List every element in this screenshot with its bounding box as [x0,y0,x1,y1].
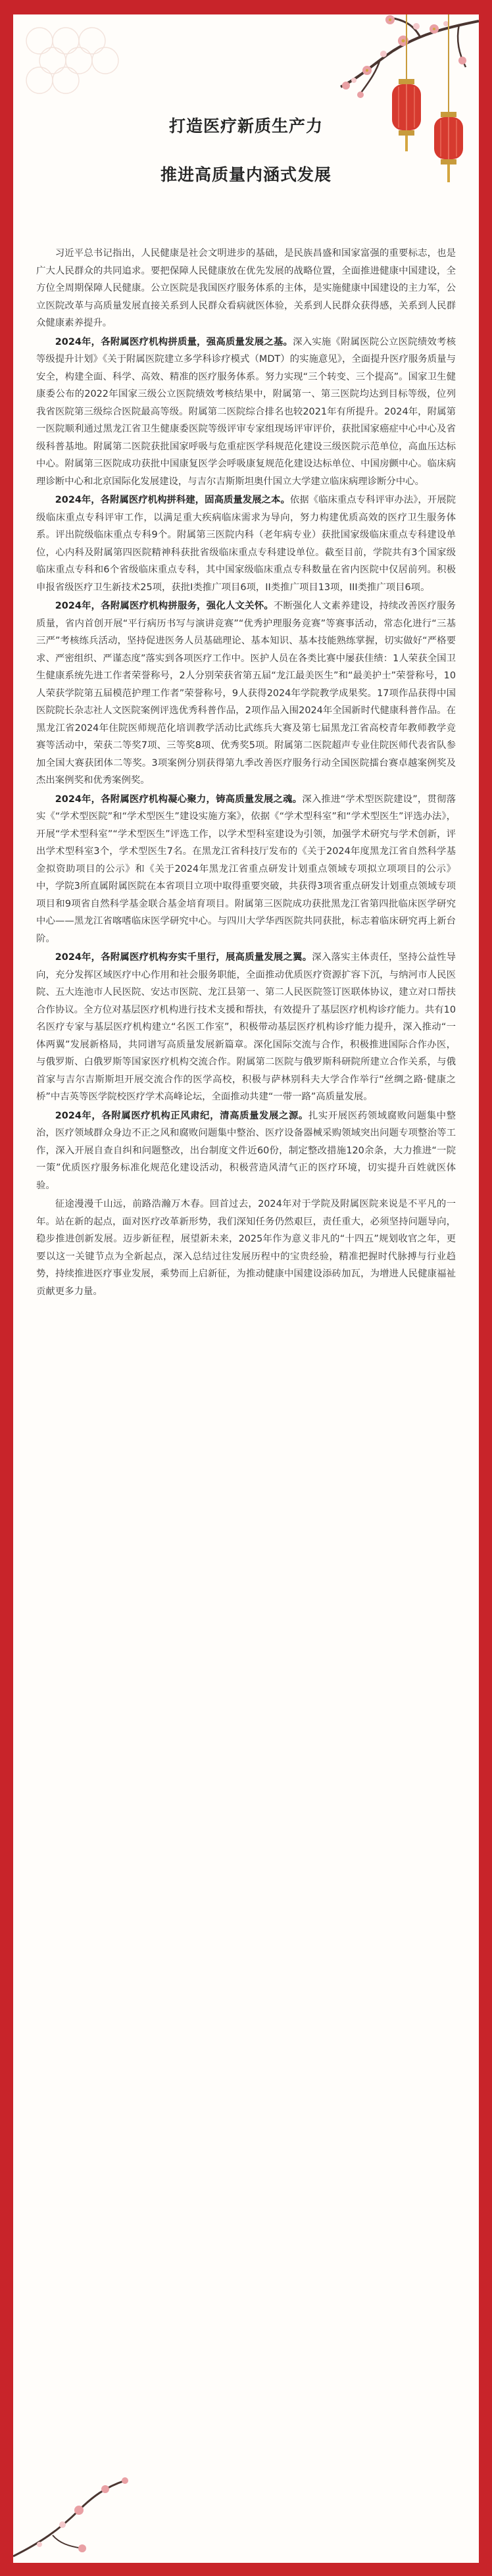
paragraph-3: 2024年，各附属医疗机构拼科建，固高质量发展之本。依据《临床重点专科评审办法》，开展院级临床重点专科评审工作，以满足重大疾病临床需求为导向，努力构建优质高效的医疗卫生服务体系。评出院级临床重点专科9个。附属第三医院内科（老年病专业）获批国家级临床重点专科建设单位，心内科及附属第四医院精神科获批省级临床重点专科建设单位。截至目前，学院共有3个国家级临床重点专科和6个省级临床重点专科，其中国家级临床重点专科数量在省内医院中仅居前列。积极申报省级医疗卫生新技术25项，获批I类推广项目6项，II类推广项目13项，III类推广项目6项。 [36,495,456,593]
lantern-decoration [429,14,468,186]
article-body [36,245,456,1300]
paragraph-2: 2024年，各附属医疗机构拼质量，强高质量发展之基。深入实施《附属医院公立医院绩效考核等级提升计划》《关于附属医院建立多学科诊疗模式（MDT）的实施意见》，全面提升医疗服务质量与安全，构建全面、科学、高效、精准的医疗服务体系。努力实现“三个转变、三个提高”。国家卫生健康委公布的2022年国家三级公立医院绩效考核结果中，附属第一、第三医院均达到目标等级，位列我省医院第三级综合医院最高等级。附属第二医院综合排名也较2021年有所提升。2024年，附属第一医院顺利通过黑龙江省卫生健康委医院等级评审专家组现场评审评价，获批国家癌症中心中心及省级科普基地。附属第二医院获批国家呼吸与危重症医学科规范化建设三级医院示范单位，高血压达标中心。附属第三医院成功获批中国康复医学会呼吸康复规范化建设达标单位、中国房颤中心。临床病理诊断中心和北京国际化发展建设，与吉尔吉斯斯坦奥什国立大学建立临床病理诊断分中心。 [36,336,456,487]
paragraph-1: 习近平总书记指出，人民健康是社会文明进步的基础，是民族昌盛和国家富强的重要标志，也是广大人民群众的共同追求。要把保障人民健康放在优先发展的战略位置，全面推进健康中国建设，全方位全周期保障人民健康。公立医院是我国医疗服务体系的主体，是实施健康中国建设的主力军，公立医院改革与高质量发展直接关系到人民群众看病就医体验，关系到人民群众获得感，关系到人民群众健康素养提升。 [36,248,456,328]
title-line-2: 推进高质量内涵式发展 [160,165,332,184]
paragraph-8: 征途漫漫千山远，前路浩瀚万木春。回首过去，2024年对于学院及附属医院来说是不平凡的一年。站在新的起点，面对医疗改革新形势，我们深知任务仍然艰巨，责任重大，必须坚持问题导向，稳步推进创新发展。迈步新征程，展望新未来，2025年作为意义非凡的“十四五”规划收官之年，更要以这一关键节点为全新起点，深入总结过往发展历程中的宝贵经验，精准把握时代脉搏与行业趋势，持续推进医疗事业发展，乘势而上启新征，为推动健康中国建设添砖加瓦，为增进人民健康福祉贡献更多力量。 [36,1199,456,1297]
paragraph-6: 2024年，各附属医疗机构夯实千里行，展高质量发展之翼。深入落实主体责任，坚持公益性导向，充分发挥区域医疗中心作用和社会服务职能，全面推动优质医疗资源扩容下沉，与纳河市人民医院、五大连池市人民医院、安达市医院、龙江县第一、第二人民医院签订医联体协议，建立对口帮扶合作协议。全方位对基层医疗机构进行技术支援和帮扶，有效提升了基层医疗机构诊疗能力。共有10名医疗专家与基层医疗机构建立“名医工作室”，积极带动基层医疗机构诊疗能力提升，深入推动“一体两翼”发展新格局，共同谱写高质量发展新篇章。深化国际交流与合作，积极推进国际合作办医，与俄罗斯、白俄罗斯等国家医疗机构交流合作。附属第二医院与俄罗斯科研院所建立合作关系，与俄首家与吉尔吉斯斯坦开展交流合作的医学高校，积极与萨林别科夫大学合作举行“丝绸之路·健康之桥”中吉英等医学院校医疗学术高峰论坛，全面推动共建“一带一路”高质量发展。 [36,952,456,1102]
paragraph-4: 2024年，各附属医疗机构拼服务，强化人文关怀。不断强化人文素养建设，持续改善医疗服务质量，省内首创开展“平行病历书写与演讲竞赛”“优秀护理服务竞赛”等赛事活动，常态化进行“三基三严”考核练兵活动，坚持促进医务人员基础理论、基本知识、基本技能熟练掌握，切实做好“严格要求、严密组织、严谨态度”落实到各项医疗工作中。医护人员在各类比赛中屡获佳绩：1人荣获全国卫生健康系统先进工作者荣誉称号，2人分别荣获省第五届“龙江最美医生”和“最美护士”荣誉称号，10人荣获学院第五届模范护理工作者”荣誉称号，9人获得2024年学院教学成果奖。17项作品获得中国医院院长杂志社人文医院案例评选优秀科普作品，2项作品入围2024年全国新时代健康科普作品。在黑龙江省2024年住院医师规范化培训教学活动比武练兵大赛及第七届黑龙江省高校青年教师教学竞赛等活动中，荣获二等奖7项、三等奖8项、优秀奖5项。附属第二医院超声专业住院医师代表省队参加全国大赛获团体二等奖。3项案例分别获得第九季改善医疗服务行动全国医院擂台赛卓越案例奖及杰出案例奖和优秀案例奖。 [36,601,456,786]
paragraph-5: 2024年，各附属医疗机构凝心聚力，铸高质量发展之魂。深入推进“学术型医院建设”，贯彻落实《“学术型医院”和“学术型医生”建设实施方案》，依据《“学术型科室”和“学术型医生”评选办法》，开展“学术型科室”“学术型医生”评选工作，以学术型科室建设为引领，加强学术研究与学术创新，评出学术型科室3个，学术型医生7名。在黑龙江省科技厅发布的《关于2024年度黑龙江省自然科学基金拟资助项目的公示》和《关于2024年黑龙江省重点研发计划重点领域专项拟立项项目的公示》中，学院3所直属附属医院在本省项目立项中取得重要突破，共获得3项省重点研发计划重点领域专项项目和9项省自然科学基金联合基金培育项目。附属第三医院成功获批黑龙江省第四批临床医学研究中心——黑龙江省喀嗜临床医学研究中心。与四川大学华西医院共同获批，标志着临床研究再上新台阶。 [36,794,456,944]
paragraph-7: 2024年，各附属医疗机构正风肃纪，清高质量发展之源。扎实开展医药领域腐败问题集中整治，医疗领域群众身边不正之风和腐败问题集中整治、医疗设备器械采购领域突出问题专项整治等工作，深入开展自查自纠和问题整改，出台制度文件近60份，制定整改措施120余条，大力推进“一院一策”优质医疗服务标准化规范化建设活动，积极营造风清气正的医疗环境，切实提升百姓就医体验。 [36,1110,456,1191]
title-line-1: 打造医疗新质生产力 [168,116,323,136]
plum-blossom-corner-decoration [13,2464,145,2563]
